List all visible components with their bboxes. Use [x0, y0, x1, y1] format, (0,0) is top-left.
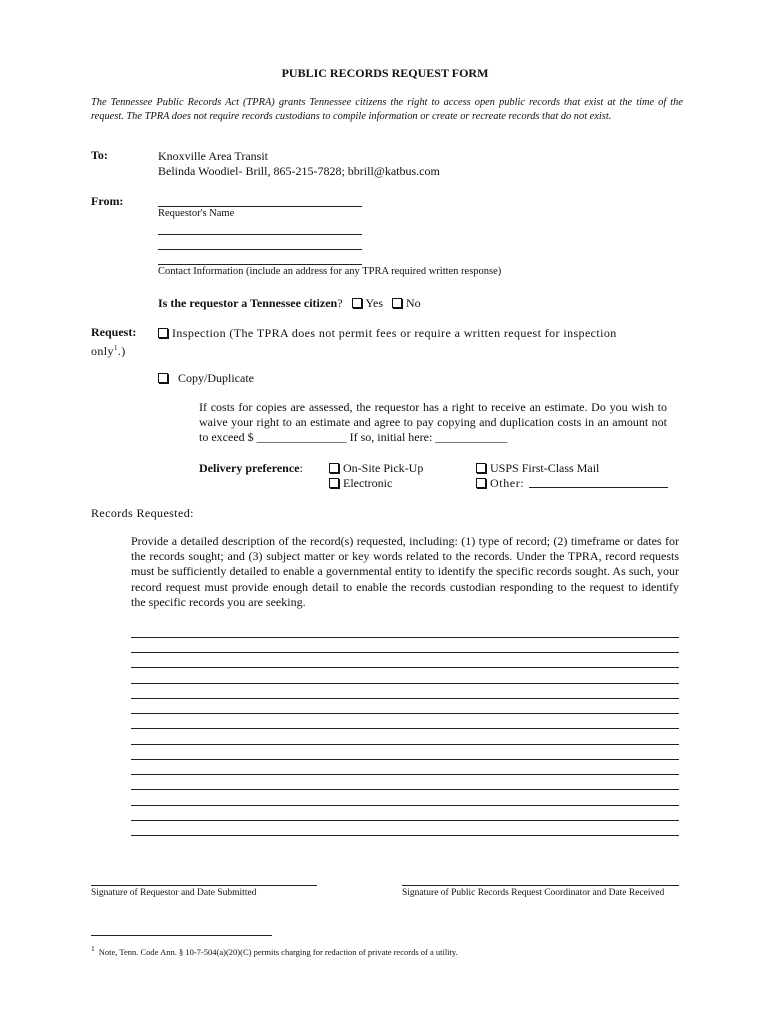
records-line[interactable] [131, 667, 679, 668]
records-line[interactable] [131, 698, 679, 699]
electronic-checkbox[interactable] [329, 478, 339, 488]
requestor-name-field[interactable] [158, 206, 362, 207]
footnote-number: 1 [91, 944, 95, 953]
contact-field-line-1[interactable] [158, 234, 362, 235]
records-line[interactable] [131, 759, 679, 760]
inspection-text-continued: only$^1$.) [91, 344, 126, 358]
footnote [91, 944, 458, 957]
records-line[interactable] [131, 820, 679, 821]
records-line[interactable] [131, 728, 679, 729]
records-line[interactable] [131, 789, 679, 790]
citizen-question: Is the requestor a Tennessee citizen [158, 296, 338, 310]
usps-option: USPS First-Class Mail [476, 460, 599, 476]
records-instructions: Provide a detailed description of the record(s) requested, including: (1) type of record; (2) timeframe or dates for the records sought; and (3) subject matter or key words related to the records. Under the TPRA, record requests must be sufficiently detailed to enable a governmental entity to identify the specific records sought. As such, your record request must provide enough detail to enable the records custodian responding to the request to identify the specific records you are seeking. [131, 534, 679, 609]
records-line[interactable] [131, 774, 679, 775]
estimate-paragraph: If costs for copies are assessed, the requestor has a right to receive an estimate. Do you wish to waive your right to an estimate and agree to pay copying and duplication costs in an amount not to exceed $ _______________ If so, initial here: ____________ [199, 400, 667, 444]
other-checkbox[interactable] [476, 478, 486, 488]
records-line[interactable] [131, 805, 679, 806]
form-title: PUBLIC RECORDS REQUEST FORM [281, 66, 489, 80]
request-label: Request: [91, 325, 137, 339]
footnote-text: Note, Tenn. Code Ann. § 10-7-504(a)(20)(C) permits charging for redaction of private records of a utility. [98, 947, 458, 957]
to-label: To: [91, 148, 108, 162]
inspection-option [158, 325, 617, 341]
citizen-question-row: Is the requestor a Tennessee citizen? Yes No [158, 296, 421, 310]
footnote-separator [91, 935, 272, 936]
copy-label: Copy/Duplicate [178, 371, 254, 385]
yes-checkbox[interactable] [352, 298, 362, 308]
records-line[interactable] [131, 683, 679, 684]
requestor-signature-field[interactable] [91, 885, 317, 886]
electronic-option: Electronic [329, 475, 392, 491]
contact-field-line-2[interactable] [158, 249, 362, 250]
records-requested-label: Records Requested: [91, 506, 194, 520]
other-field[interactable] [529, 487, 668, 488]
footnote-ref: 1 [113, 344, 118, 352]
contact-caption: Contact Information (include an address for any TPRA required written response) [158, 266, 502, 277]
contact-field-line-3[interactable] [158, 264, 362, 265]
intro-paragraph: The Tennessee Public Records Act (TPRA) grants Tennessee citizens the right to access open public records that exist at the time of the request. The TPRA does not require records custodians to compile information or create or recreate records that do not exist. [91, 97, 683, 122]
usps-checkbox[interactable] [476, 463, 486, 473]
records-line[interactable] [131, 637, 679, 638]
no-label: No [406, 296, 421, 310]
requestor-signature-caption: Signature of Requestor and Date Submitted [91, 888, 257, 898]
no-checkbox[interactable] [392, 298, 402, 308]
other-option: Other: [476, 475, 524, 491]
records-line[interactable] [131, 835, 679, 836]
recipient-agency: Knoxville Area Transit [158, 149, 268, 163]
inspection-text: Inspection (The TPRA does not permit fees or require a written request for inspection [172, 326, 617, 340]
yes-label: Yes [365, 296, 384, 310]
copy-checkbox[interactable] [158, 373, 168, 383]
onsite-option: On-Site Pick-Up [329, 460, 423, 476]
records-line[interactable] [131, 744, 679, 745]
inspection-checkbox[interactable] [158, 328, 168, 338]
coordinator-signature-field[interactable] [402, 885, 679, 886]
records-line[interactable] [131, 713, 679, 714]
coordinator-signature-caption: Signature of Public Records Request Coordinator and Date Received [402, 888, 665, 898]
recipient-contact: Belinda Woodiel- Brill, 865-215-7828; bbrill@katbus.com [158, 164, 440, 178]
delivery-preference-label: Delivery preference: [199, 461, 303, 475]
copy-option [158, 370, 254, 386]
requestor-name-caption: Requestor's Name [158, 208, 235, 219]
from-label: From: [91, 194, 124, 208]
records-line[interactable] [131, 652, 679, 653]
onsite-checkbox[interactable] [329, 463, 339, 473]
